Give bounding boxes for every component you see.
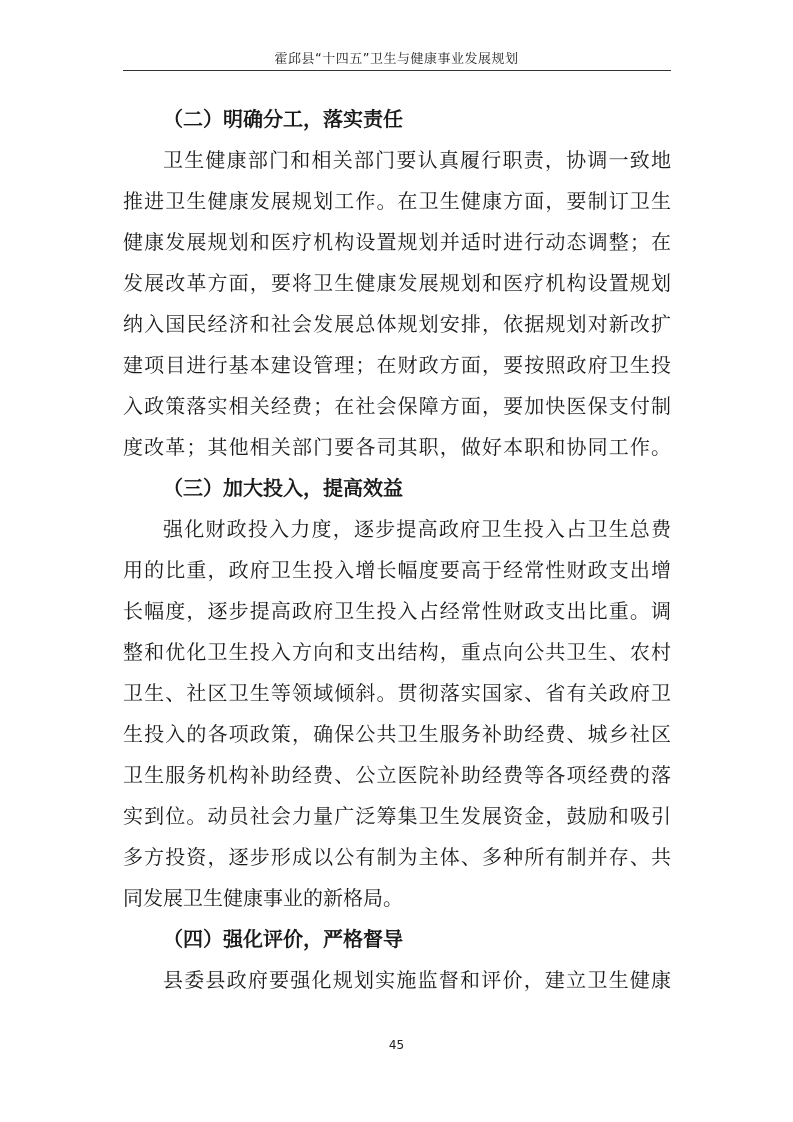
text-line: 发展改革方面，要将卫生健康发展规划和医疗机构设置规划 — [123, 271, 671, 295]
header-divider — [123, 70, 671, 71]
page-number: 45 — [388, 1038, 405, 1052]
text-line: 强化财政投入力度，逐步提高政府卫生投入占卫生总费 — [163, 517, 671, 541]
text-line: 推进卫生健康发展规划工作。在卫生健康方面，要制订卫生 — [123, 189, 671, 213]
text-line: 纳入国民经济和社会发展总体规划安排，依据规划对新改扩 — [123, 312, 671, 336]
text-line: 同发展卫生健康事业的新格局。 — [123, 886, 403, 910]
text-line: 用的比重，政府卫生投入增长幅度要高于经常性财政支出增 — [123, 558, 671, 582]
section-heading: （四）强化评价，严格督导 — [163, 927, 403, 951]
text-line: 卫生、社区卫生等领域倾斜。贯彻落实国家、省有关政府卫 — [123, 681, 671, 705]
section-heading: （二）明确分工，落实责任 — [163, 107, 403, 131]
section-heading: （三）加大投入，提高效益 — [163, 476, 403, 500]
running-header-title: 霍邱县“十四五”卫生与健康事业发展规划 — [274, 52, 519, 67]
section-4 — [123, 919, 671, 1001]
text-line: 建项目进行基本建设管理；在财政方面，要按照政府卫生投 — [123, 353, 671, 377]
text-line: 度改革；其他相关部门要各司其职，做好本职和协同工作。 — [123, 435, 671, 459]
text-line: 整和优化卫生投入方向和支出结构，重点向公共卫生、农村 — [123, 640, 671, 664]
section-3 — [123, 468, 671, 919]
text-line: 健康发展规划和医疗机构设置规划并适时进行动态调整；在 — [123, 230, 671, 254]
text-line: 入政策落实相关经费；在社会保障方面，要加快医保支付制 — [123, 394, 671, 418]
paragraph — [123, 960, 671, 1001]
text-line: 县委县政府要强化规划实施监督和评价，建立卫生健康 — [163, 968, 671, 992]
text-line: 多方投资，逐步形成以公有制为主体、多种所有制并存、共 — [123, 845, 671, 869]
text-line: 实到位。动员社会力量广泛筹集卫生发展资金，鼓励和吸引 — [123, 804, 671, 828]
text-line: 卫生健康部门和相关部门要认真履行职责，协调一致地 — [163, 148, 671, 172]
document-body — [123, 99, 671, 1001]
text-line: 生投入的各项政策，确保公共卫生服务补助经费、城乡社区 — [123, 722, 671, 746]
paragraph — [123, 509, 671, 919]
section-2 — [123, 99, 671, 468]
text-line: 卫生服务机构补助经费、公立医院补助经费等各项经费的落 — [123, 763, 671, 787]
text-line: 长幅度，逐步提高政府卫生投入占经常性财政支出比重。调 — [123, 599, 671, 623]
paragraph — [123, 140, 671, 468]
